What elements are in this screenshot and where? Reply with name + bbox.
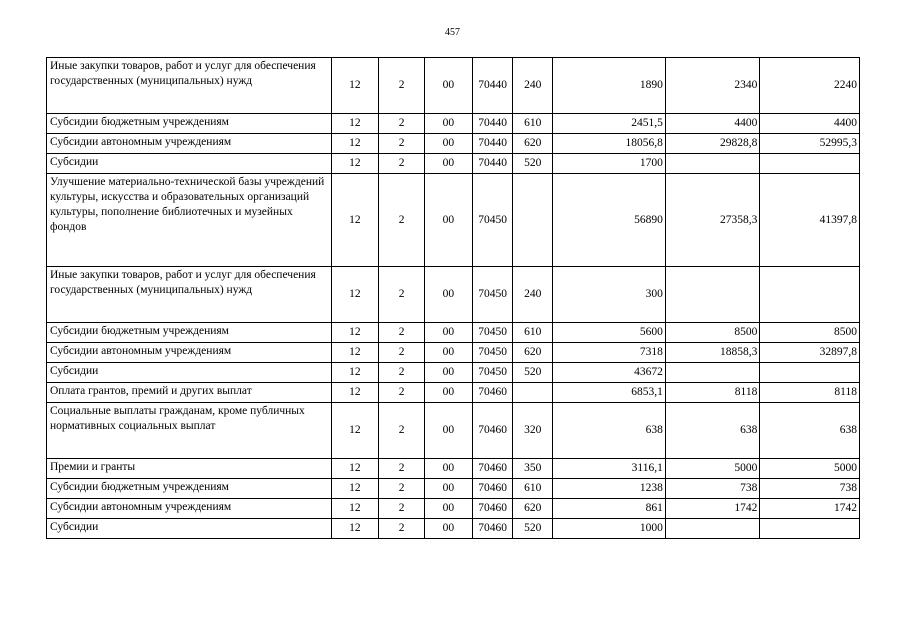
- value-year-1-cell: 56890: [553, 174, 666, 267]
- budget-table: [46, 57, 860, 539]
- expense-type-cell: 610: [513, 114, 553, 134]
- expense-type-cell: 520: [513, 363, 553, 383]
- row-name-cell: Оплата грантов, премий и других выплат: [47, 383, 332, 403]
- row-name-cell: Субсидии бюджетным учреждениям: [47, 479, 332, 499]
- value-year-3-cell: [760, 267, 860, 323]
- value-year-3-cell: 52995,3: [760, 134, 860, 154]
- value-year-1-cell: 1700: [553, 154, 666, 174]
- section-code-cell: 12: [331, 479, 379, 499]
- expense-type-cell: 610: [513, 479, 553, 499]
- section-code-cell: 12: [331, 58, 379, 114]
- table-body: [47, 58, 860, 539]
- value-year-1-cell: 638: [553, 403, 666, 459]
- value-year-2-cell: 18858,3: [665, 343, 760, 363]
- program-code-cell: 00: [425, 459, 473, 479]
- value-year-2-cell: 2340: [665, 58, 760, 114]
- table-row: [47, 174, 860, 267]
- section-code-cell: 12: [331, 134, 379, 154]
- value-year-1-cell: 3116,1: [553, 459, 666, 479]
- program-code-cell: 00: [425, 499, 473, 519]
- subsection-code-cell: 2: [379, 403, 425, 459]
- section-code-cell: 12: [331, 323, 379, 343]
- value-year-3-cell: [760, 363, 860, 383]
- article-code-cell: 70440: [472, 58, 513, 114]
- value-year-2-cell: 1742: [665, 499, 760, 519]
- section-code-cell: 12: [331, 174, 379, 267]
- value-year-1-cell: 18056,8: [553, 134, 666, 154]
- row-name-cell: Субсидии автономным учреждениям: [47, 134, 332, 154]
- table-row: [47, 383, 860, 403]
- subsection-code-cell: 2: [379, 134, 425, 154]
- program-code-cell: 00: [425, 343, 473, 363]
- table-row: [47, 499, 860, 519]
- article-code-cell: 70460: [472, 383, 513, 403]
- value-year-3-cell: 1742: [760, 499, 860, 519]
- table-row: [47, 459, 860, 479]
- article-code-cell: 70440: [472, 114, 513, 134]
- program-code-cell: 00: [425, 154, 473, 174]
- expense-type-cell: 620: [513, 499, 553, 519]
- program-code-cell: 00: [425, 479, 473, 499]
- subsection-code-cell: 2: [379, 174, 425, 267]
- expense-type-cell: [513, 383, 553, 403]
- article-code-cell: 70460: [472, 403, 513, 459]
- value-year-3-cell: 5000: [760, 459, 860, 479]
- table-row: [47, 403, 860, 459]
- value-year-2-cell: 738: [665, 479, 760, 499]
- value-year-3-cell: 638: [760, 403, 860, 459]
- expense-type-cell: [513, 174, 553, 267]
- value-year-3-cell: 2240: [760, 58, 860, 114]
- program-code-cell: 00: [425, 383, 473, 403]
- section-code-cell: 12: [331, 267, 379, 323]
- expense-type-cell: 610: [513, 323, 553, 343]
- article-code-cell: 70460: [472, 479, 513, 499]
- table-row: [47, 267, 860, 323]
- article-code-cell: 70460: [472, 499, 513, 519]
- section-code-cell: 12: [331, 519, 379, 539]
- article-code-cell: 70440: [472, 154, 513, 174]
- article-code-cell: 70440: [472, 134, 513, 154]
- value-year-1-cell: 6853,1: [553, 383, 666, 403]
- subsection-code-cell: 2: [379, 363, 425, 383]
- expense-type-cell: 520: [513, 519, 553, 539]
- value-year-1-cell: 1000: [553, 519, 666, 539]
- subsection-code-cell: 2: [379, 383, 425, 403]
- article-code-cell: 70450: [472, 363, 513, 383]
- article-code-cell: 70460: [472, 459, 513, 479]
- program-code-cell: 00: [425, 174, 473, 267]
- value-year-2-cell: 29828,8: [665, 134, 760, 154]
- article-code-cell: 70450: [472, 343, 513, 363]
- table-row: [47, 58, 860, 114]
- subsection-code-cell: 2: [379, 323, 425, 343]
- table-row: [47, 154, 860, 174]
- row-name-cell: Социальные выплаты гражданам, кроме публичных нормативных социальных выплат: [47, 403, 332, 459]
- row-name-cell: Улучшение материально-технической базы учреждений культуры, искусства и образовательных организаций культуры, пополнение библиотечных и музейных фондов: [47, 174, 332, 267]
- section-code-cell: 12: [331, 343, 379, 363]
- page-number: 457: [445, 27, 460, 38]
- program-code-cell: 00: [425, 58, 473, 114]
- article-code-cell: 70460: [472, 519, 513, 539]
- value-year-2-cell: [665, 363, 760, 383]
- expense-type-cell: 240: [513, 58, 553, 114]
- subsection-code-cell: 2: [379, 267, 425, 323]
- table-row: [47, 363, 860, 383]
- expense-type-cell: 620: [513, 134, 553, 154]
- program-code-cell: 00: [425, 134, 473, 154]
- subsection-code-cell: 2: [379, 499, 425, 519]
- expense-type-cell: 350: [513, 459, 553, 479]
- row-name-cell: Субсидии: [47, 519, 332, 539]
- value-year-3-cell: 8118: [760, 383, 860, 403]
- program-code-cell: 00: [425, 363, 473, 383]
- row-name-cell: Премии и гранты: [47, 459, 332, 479]
- value-year-3-cell: [760, 154, 860, 174]
- value-year-1-cell: 7318: [553, 343, 666, 363]
- value-year-2-cell: 27358,3: [665, 174, 760, 267]
- subsection-code-cell: 2: [379, 58, 425, 114]
- row-name-cell: Субсидии бюджетным учреждениям: [47, 114, 332, 134]
- row-name-cell: Субсидии бюджетным учреждениям: [47, 323, 332, 343]
- row-name-cell: Субсидии: [47, 154, 332, 174]
- program-code-cell: 00: [425, 519, 473, 539]
- value-year-3-cell: 4400: [760, 114, 860, 134]
- expense-type-cell: 620: [513, 343, 553, 363]
- value-year-1-cell: 43672: [553, 363, 666, 383]
- value-year-3-cell: 738: [760, 479, 860, 499]
- value-year-1-cell: 2451,5: [553, 114, 666, 134]
- value-year-3-cell: 41397,8: [760, 174, 860, 267]
- section-code-cell: 12: [331, 459, 379, 479]
- row-name-cell: Иные закупки товаров, работ и услуг для обеспечения государственных (муниципальных) нужд: [47, 267, 332, 323]
- article-code-cell: 70450: [472, 323, 513, 343]
- subsection-code-cell: 2: [379, 154, 425, 174]
- value-year-2-cell: 638: [665, 403, 760, 459]
- table-row: [47, 114, 860, 134]
- subsection-code-cell: 2: [379, 519, 425, 539]
- article-code-cell: 70450: [472, 267, 513, 323]
- row-name-cell: Иные закупки товаров, работ и услуг для обеспечения государственных (муниципальных) нужд: [47, 58, 332, 114]
- value-year-2-cell: [665, 154, 760, 174]
- program-code-cell: 00: [425, 403, 473, 459]
- value-year-2-cell: [665, 519, 760, 539]
- value-year-3-cell: 32897,8: [760, 343, 860, 363]
- value-year-3-cell: 8500: [760, 323, 860, 343]
- program-code-cell: 00: [425, 114, 473, 134]
- value-year-2-cell: 8118: [665, 383, 760, 403]
- table-row: [47, 323, 860, 343]
- row-name-cell: Субсидии: [47, 363, 332, 383]
- article-code-cell: 70450: [472, 174, 513, 267]
- table-row: [47, 519, 860, 539]
- section-code-cell: 12: [331, 383, 379, 403]
- value-year-2-cell: [665, 267, 760, 323]
- subsection-code-cell: 2: [379, 343, 425, 363]
- expense-type-cell: 240: [513, 267, 553, 323]
- value-year-2-cell: 8500: [665, 323, 760, 343]
- value-year-1-cell: 1238: [553, 479, 666, 499]
- value-year-1-cell: 5600: [553, 323, 666, 343]
- expense-type-cell: 520: [513, 154, 553, 174]
- expense-type-cell: 320: [513, 403, 553, 459]
- table-row: [47, 479, 860, 499]
- value-year-1-cell: 300: [553, 267, 666, 323]
- program-code-cell: 00: [425, 267, 473, 323]
- row-name-cell: Субсидии автономным учреждениям: [47, 499, 332, 519]
- section-code-cell: 12: [331, 114, 379, 134]
- value-year-1-cell: 1890: [553, 58, 666, 114]
- value-year-2-cell: 5000: [665, 459, 760, 479]
- value-year-1-cell: 861: [553, 499, 666, 519]
- table-row: [47, 343, 860, 363]
- subsection-code-cell: 2: [379, 114, 425, 134]
- value-year-3-cell: [760, 519, 860, 539]
- subsection-code-cell: 2: [379, 459, 425, 479]
- value-year-2-cell: 4400: [665, 114, 760, 134]
- table-row: [47, 134, 860, 154]
- subsection-code-cell: 2: [379, 479, 425, 499]
- section-code-cell: 12: [331, 403, 379, 459]
- row-name-cell: Субсидии автономным учреждениям: [47, 343, 332, 363]
- section-code-cell: 12: [331, 499, 379, 519]
- section-code-cell: 12: [331, 154, 379, 174]
- program-code-cell: 00: [425, 323, 473, 343]
- section-code-cell: 12: [331, 363, 379, 383]
